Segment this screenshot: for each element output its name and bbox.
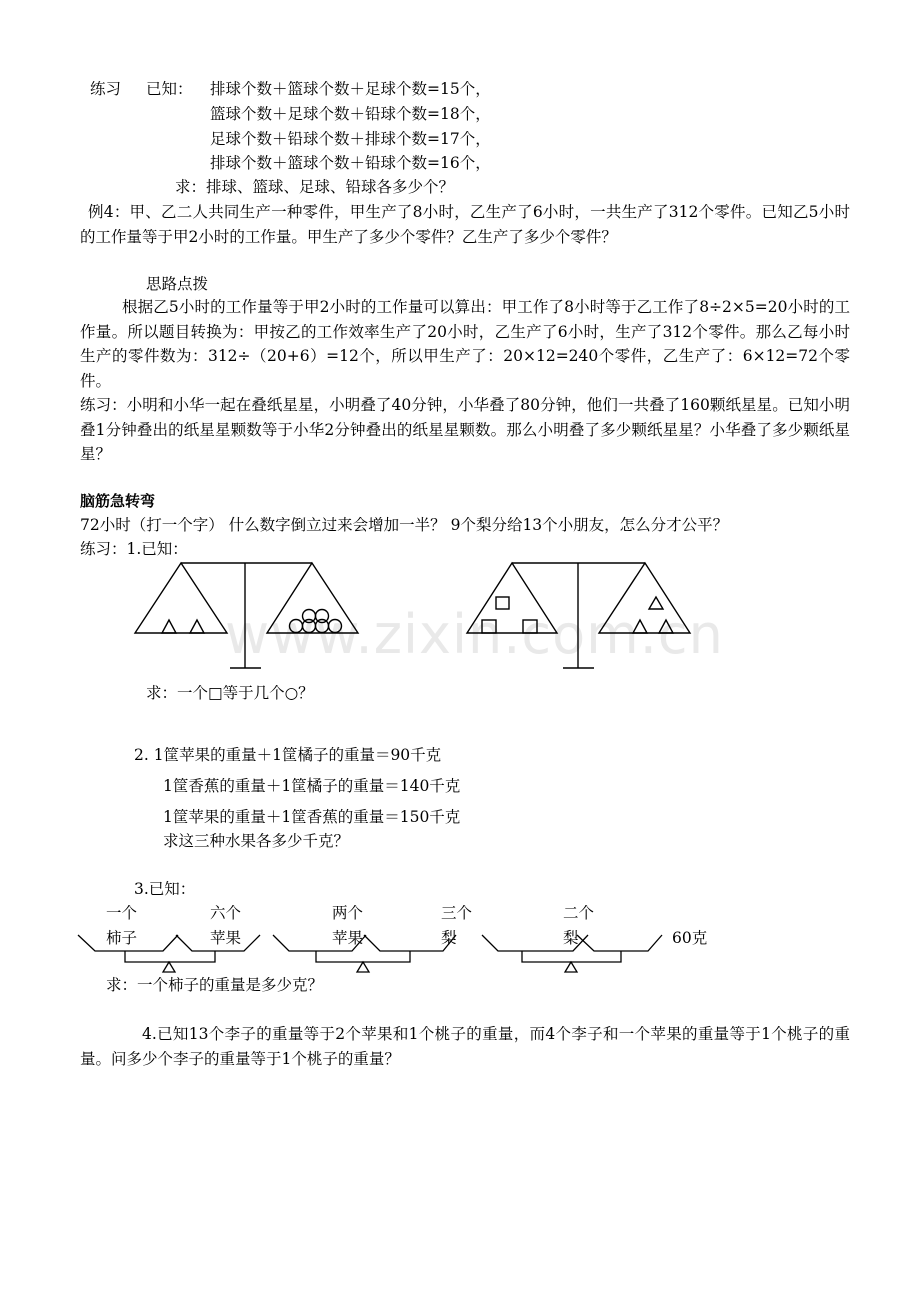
known-label: 已知： [146, 80, 193, 98]
scale-1-left-item: 柿子 [106, 929, 138, 947]
hint-title: 思路点拨 [146, 275, 209, 293]
practice-paper-stars: 练习：小明和小华一起在叠纸星星，小明叠了40分钟，小华叠了80分钟，他们一共叠了160颗纸星星。已知小明叠1分钟叠出的纸星星颗数等于小华2分钟叠出的纸星星颗数。那么小明叠了多少颗纸星星？小华叠了多少颗纸星星？ [80, 396, 850, 463]
square-shape [496, 597, 509, 609]
scale-1-right-item: 苹果 [210, 929, 242, 947]
scale-1-left-count: 一个 [106, 904, 138, 922]
scale-3-left-count: 二个 [563, 904, 595, 922]
pan-right [577, 935, 662, 951]
circle-shape [290, 620, 303, 633]
left-pan-triangle [135, 563, 227, 633]
practice-label: 练习 [90, 80, 122, 98]
square-shape [523, 620, 537, 633]
equation-1: 排球个数＋篮球个数＋足球个数=15个， [210, 80, 491, 98]
scale-3-left-item: 梨 [563, 929, 579, 947]
exercise-2-line-2: 1筐香蕉的重量＋1筐橘子的重量＝140千克 [163, 777, 461, 795]
square-shape [482, 620, 496, 633]
triangle-shape [659, 620, 673, 633]
beam [522, 951, 621, 962]
scale-2-right-item: 梨 [441, 929, 457, 947]
exercise-3-label: 3.已知： [134, 880, 196, 898]
circle-shape [329, 620, 342, 633]
scale-2-left-item: 苹果 [332, 929, 364, 947]
circle-shape [303, 620, 316, 633]
hint-body: 根据乙5小时的工作量等于甲2小时的工作量可以算出：甲工作了8小时等于乙工作了8÷2×5=20小时的工作量。所以题目转换为：甲按乙的工作效率生产了20小时，乙生产了6小时，生产了312个零件。那么乙每小时生产的零件数为：312÷（20+6）=12个，所以甲生产了：20×12=240个零件，乙生产了：6×12=72个零件。 [80, 298, 850, 390]
beam [125, 951, 215, 962]
triangle-shape [633, 620, 647, 633]
brain-teaser-title: 脑筋急转弯 [80, 492, 156, 510]
example-4-text: 例4：甲、乙二人共同生产一种零件，甲生产了8小时，乙生产了6小时，一共生产了312个零件。已知乙5小时的工作量等于甲2小时的工作量。甲生产了多少个零件？乙生产了多少个零件？ [80, 203, 850, 246]
circle-shape [316, 620, 329, 633]
right-pan-triangle [267, 563, 358, 633]
equation-4: 排球个数＋篮球个数＋铅球个数=16个， [210, 154, 491, 172]
exercise-2-question: 求这三种水果各多少千克？ [163, 832, 350, 850]
exercise-2-line-1: 2. 1筐苹果的重量＋1筐橘子的重量＝90千克 [134, 746, 442, 764]
scale-1-right-count: 六个 [210, 904, 242, 922]
brain-teaser-riddles: 72小时（打一个字） 什么数字倒立过来会增加一半？ 9个梨分给13个小朋友，怎么分才公平？ [80, 516, 729, 534]
scale-2-right-count: 三个 [441, 904, 473, 922]
question-balls: 求：排球、篮球、足球、铅球各多少个？ [175, 178, 455, 196]
fulcrum [565, 962, 577, 972]
fulcrum [357, 962, 369, 972]
left-pan-triangle [467, 563, 557, 633]
triangle-shape [190, 620, 204, 633]
triangle-shape [162, 620, 176, 633]
equation-2: 篮球个数＋足球个数＋铅球个数=18个， [210, 105, 491, 123]
exercise-1-label: 练习：1.已知： [80, 540, 188, 558]
scale-2-left-count: 两个 [332, 904, 364, 922]
balance-scale-2 [467, 563, 690, 668]
right-pan-triangle [599, 563, 690, 633]
exercise-1-question: 求：一个□等于几个○？ [146, 684, 314, 702]
exercise-3-question: 求：一个柿子的重量是多少克？ [106, 976, 324, 994]
triangle-shape [649, 597, 663, 609]
exercise-2-line-3: 1筐苹果的重量＋1筐香蕉的重量＝150千克 [163, 808, 461, 826]
watermark: www.zixin.com.cn [225, 603, 724, 666]
fulcrum [163, 962, 175, 972]
balance-scale-1 [135, 563, 358, 668]
exercise-4-text: 4.已知13个李子的重量等于2个苹果和1个桃子的重量，而4个李子和一个苹果的重量等于1个桃子的重量。问多少个李子的重量等于1个桃子的重量？ [80, 1025, 850, 1068]
equation-3: 足球个数＋铅球个数＋排球个数=17个， [210, 130, 491, 148]
beam [316, 951, 410, 962]
scale-3-right-weight: 60克 [672, 929, 708, 947]
